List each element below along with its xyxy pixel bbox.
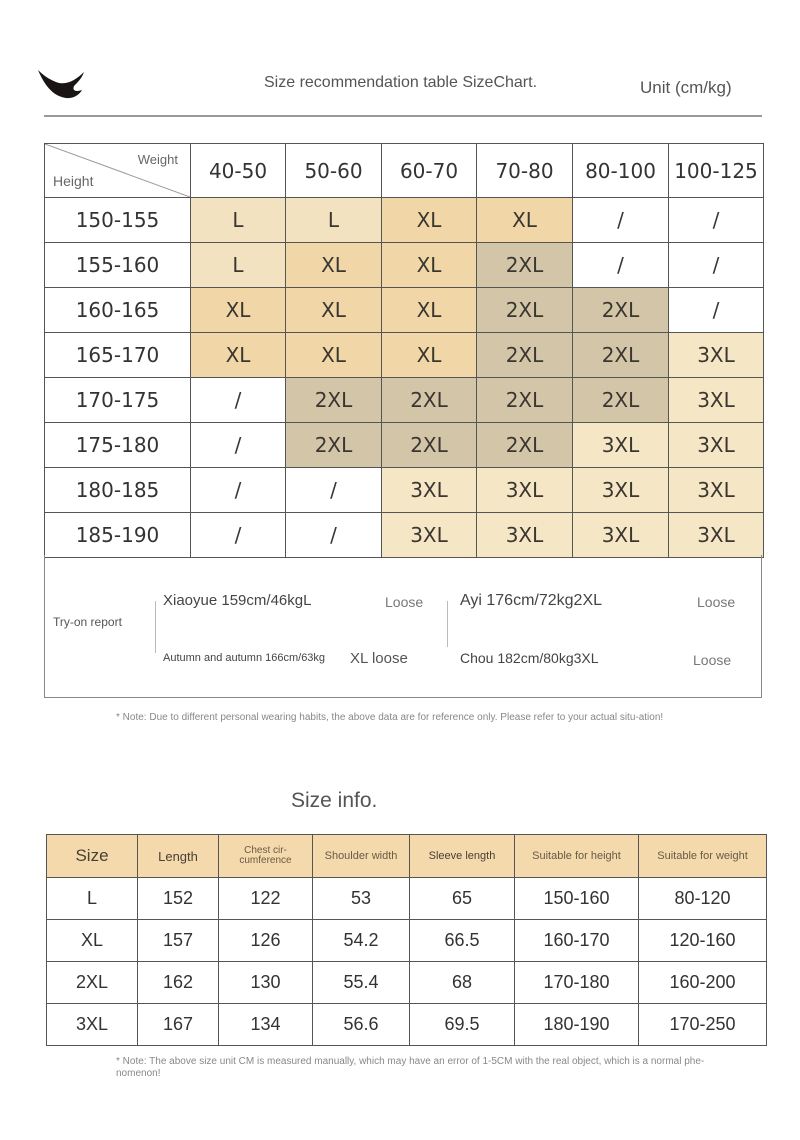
size-info-title: Size info. xyxy=(291,789,378,812)
size-cell: / xyxy=(669,198,764,243)
size-cell: 2XL xyxy=(286,378,382,423)
size-cell: XL xyxy=(286,288,382,333)
size-cell: / xyxy=(286,513,382,558)
height-range: 155-160 xyxy=(45,243,191,288)
size-cell: 3XL xyxy=(669,333,764,378)
height-range: 165-170 xyxy=(45,333,191,378)
size-cell: 3XL xyxy=(382,468,477,513)
height-range: 170-175 xyxy=(45,378,191,423)
size-cell: XL xyxy=(382,333,477,378)
measurement-cell: 162 xyxy=(138,962,219,1004)
tryon-entry-fit: XL loose xyxy=(350,650,408,667)
size-cell: 3XL xyxy=(669,513,764,558)
weight-range: 100-125 xyxy=(669,144,764,198)
size-info-row xyxy=(47,962,767,1004)
size-cell: / xyxy=(669,243,764,288)
measurement-cell: 126 xyxy=(219,920,313,962)
size-cell: XL xyxy=(382,198,477,243)
size-cell: 2XL xyxy=(477,243,573,288)
header-divider xyxy=(44,115,762,117)
size-cell: XL xyxy=(191,288,286,333)
height-row xyxy=(45,333,764,378)
weight-range: 60-70 xyxy=(382,144,477,198)
size-cell: 3XL xyxy=(669,378,764,423)
size-cell: 3XL xyxy=(382,513,477,558)
size-cell: / xyxy=(669,288,764,333)
corner-cell xyxy=(45,144,191,198)
tryon-entry-fit: Loose xyxy=(385,594,424,610)
size-cell: XL xyxy=(382,243,477,288)
reference-note: * Note: Due to different personal wearing habits, the above data are for reference only. Please refer to your actual situ-ation! xyxy=(116,712,664,723)
column-header: Size xyxy=(47,835,138,878)
measurement-cell: 54.2 xyxy=(313,920,410,962)
size-cell: 3XL xyxy=(573,468,669,513)
size-cell: / xyxy=(573,198,669,243)
divider xyxy=(447,601,448,647)
tryon-entry-text: Chou 182cm/80kg3XL xyxy=(460,650,599,666)
size-info-table xyxy=(46,834,767,1046)
size-info-row xyxy=(47,878,767,920)
height-axis-label: Height xyxy=(53,173,94,189)
size-cell: / xyxy=(191,423,286,468)
size-recommendation-table xyxy=(44,143,764,558)
tryon-report-box xyxy=(44,555,762,698)
tryon-entry-text: Ayi 176cm/72kg2XL xyxy=(460,592,603,609)
size-cell: / xyxy=(573,243,669,288)
measurement-cell: 157 xyxy=(138,920,219,962)
height-row xyxy=(45,288,764,333)
page-title: Size recommendation table SizeChart. xyxy=(264,74,538,91)
size-cell: 2XL xyxy=(286,423,382,468)
size-cell: 3XL xyxy=(477,513,573,558)
size-cell: XL xyxy=(286,333,382,378)
size-cell: 2XL xyxy=(477,288,573,333)
height-range: 160-165 xyxy=(45,288,191,333)
size-cell: / xyxy=(286,468,382,513)
unit-label: Unit (cm/kg) xyxy=(640,78,732,97)
column-header: Length xyxy=(138,835,219,878)
column-header: Sleeve length xyxy=(410,835,515,878)
height-row xyxy=(45,468,764,513)
measurement-note: * Note: The above size unit CM is measured manually, which may have an error of 1-5CM with the real object, which is a normal phe-nomenon! xyxy=(116,1056,705,1079)
weight-axis-label: Weight xyxy=(137,152,178,167)
column-header: Suitable for height xyxy=(515,835,639,878)
weight-header-row xyxy=(45,144,764,198)
height-row xyxy=(45,513,764,558)
size-info-row xyxy=(47,1004,767,1046)
size-info-header-row xyxy=(47,835,767,878)
weight-range: 70-80 xyxy=(477,144,573,198)
column-header: Chest cir-cumference xyxy=(219,835,313,878)
size-cell: 2XL xyxy=(573,333,669,378)
size-cell: 3XL xyxy=(669,423,764,468)
size-cell: 2XL xyxy=(573,288,669,333)
weight-range: 50-60 xyxy=(286,144,382,198)
tryon-entry-text: Xiaoyue 159cm/46kgL xyxy=(163,592,312,609)
measurement-cell: 160-170 xyxy=(515,920,639,962)
brand-logo-icon xyxy=(36,66,86,102)
measurement-cell: 69.5 xyxy=(410,1004,515,1046)
weight-range: 80-100 xyxy=(573,144,669,198)
measurement-cell: 55.4 xyxy=(313,962,410,1004)
measurement-cell: 66.5 xyxy=(410,920,515,962)
size-cell: XL xyxy=(477,198,573,243)
size-cell: XL xyxy=(191,333,286,378)
height-range: 175-180 xyxy=(45,423,191,468)
height-row xyxy=(45,198,764,243)
measurement-cell: 80-120 xyxy=(639,878,767,920)
height-row xyxy=(45,378,764,423)
size-cell: XL xyxy=(286,243,382,288)
measurement-cell: 170-180 xyxy=(515,962,639,1004)
measurement-cell: 152 xyxy=(138,878,219,920)
size-cell: / xyxy=(191,378,286,423)
size-cell: 2XL xyxy=(477,378,573,423)
measurement-cell: 53 xyxy=(313,878,410,920)
measurement-cell: 150-160 xyxy=(515,878,639,920)
measurement-cell: 56.6 xyxy=(313,1004,410,1046)
tryon-entry-fit: Loose xyxy=(697,594,736,610)
weight-range: 40-50 xyxy=(191,144,286,198)
size-cell: L xyxy=(191,243,286,288)
measurement-cell: 180-190 xyxy=(515,1004,639,1046)
column-header: Shoulder width xyxy=(313,835,410,878)
height-range: 180-185 xyxy=(45,468,191,513)
measurement-cell: 65 xyxy=(410,878,515,920)
height-range: 150-155 xyxy=(45,198,191,243)
size-cell: 3XL xyxy=(573,423,669,468)
tryon-entry-text: Autumn and autumn 166cm/63kg xyxy=(163,652,326,664)
size-cell: L xyxy=(191,198,286,243)
size-label: XL xyxy=(47,920,138,962)
height-range: 185-190 xyxy=(45,513,191,558)
measurement-cell: 120-160 xyxy=(639,920,767,962)
measurement-cell: 68 xyxy=(410,962,515,1004)
size-label: L xyxy=(47,878,138,920)
measurement-cell: 160-200 xyxy=(639,962,767,1004)
size-cell: 2XL xyxy=(573,378,669,423)
size-cell: XL xyxy=(382,288,477,333)
size-cell: 3XL xyxy=(573,513,669,558)
divider xyxy=(155,601,156,653)
tryon-entry-fit: Loose xyxy=(693,652,732,668)
size-cell: 2XL xyxy=(382,378,477,423)
size-cell: 3XL xyxy=(669,468,764,513)
height-row xyxy=(45,243,764,288)
size-cell: 3XL xyxy=(477,468,573,513)
tryon-label: Try-on report xyxy=(53,615,122,629)
measurement-cell: 170-250 xyxy=(639,1004,767,1046)
size-cell: / xyxy=(191,513,286,558)
size-cell: 2XL xyxy=(477,423,573,468)
size-info-row xyxy=(47,920,767,962)
size-cell: 2XL xyxy=(477,333,573,378)
measurement-cell: 130 xyxy=(219,962,313,1004)
size-cell: / xyxy=(191,468,286,513)
column-header: Suitable for weight xyxy=(639,835,767,878)
size-label: 3XL xyxy=(47,1004,138,1046)
measurement-cell: 122 xyxy=(219,878,313,920)
measurement-cell: 167 xyxy=(138,1004,219,1046)
size-cell: L xyxy=(286,198,382,243)
height-row xyxy=(45,423,764,468)
measurement-cell: 134 xyxy=(219,1004,313,1046)
size-cell: 2XL xyxy=(382,423,477,468)
size-label: 2XL xyxy=(47,962,138,1004)
